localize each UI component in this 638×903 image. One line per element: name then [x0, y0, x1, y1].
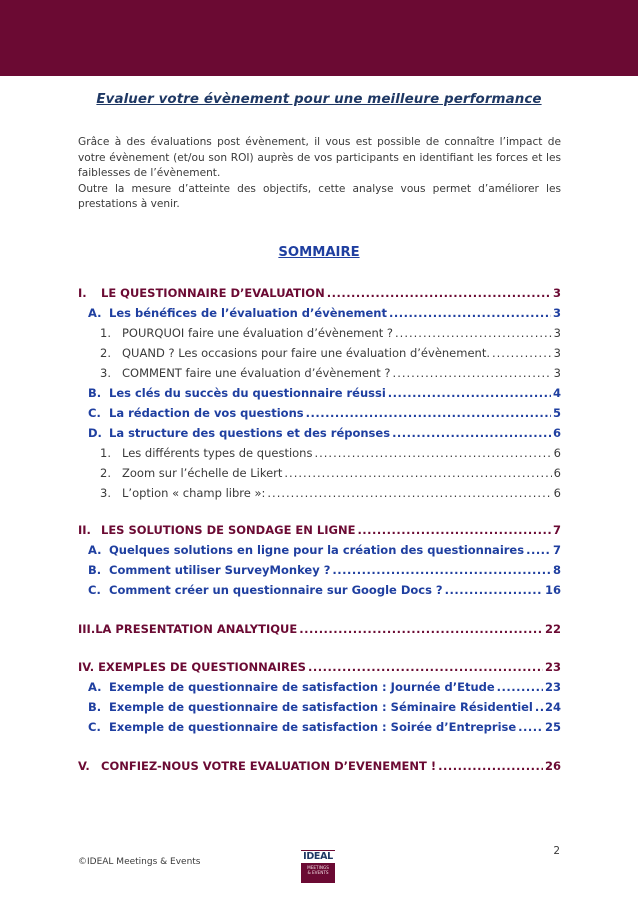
toc-entry-page: 6 — [552, 426, 561, 440]
toc-entry-label: LES SOLUTIONS DE SONDAGE EN LIGNE — [101, 523, 356, 537]
toc-entry[interactable] — [88, 700, 561, 714]
toc-leader-dots — [388, 386, 551, 400]
logo-subtitle-line-2: & EVENTS — [307, 870, 329, 875]
toc-entry[interactable] — [100, 486, 561, 500]
toc-entry-page: 3 — [553, 346, 561, 360]
toc-entry-page: 16 — [544, 583, 561, 597]
toc-entry-page: 22 — [544, 622, 561, 636]
toc-entry-number: 2. — [100, 346, 111, 360]
toc-entry-number: II. — [78, 523, 91, 537]
toc-leader-dots — [395, 326, 552, 340]
toc-entry-page: 3 — [552, 286, 561, 300]
toc-entry-number: V. — [78, 759, 90, 773]
toc-entry[interactable] — [78, 286, 561, 300]
toc-entry[interactable] — [100, 346, 561, 360]
toc-leader-dots — [327, 286, 551, 300]
toc-entry[interactable] — [78, 660, 561, 674]
toc-entry-label: Les bénéfices de l’évaluation d’évènement — [109, 306, 387, 320]
toc-entry-label: Comment créer un questionnaire sur Google Docs ? — [109, 583, 443, 597]
toc-entry-label: IV. EXEMPLES DE QUESTIONNAIRES — [78, 660, 306, 674]
toc-entry[interactable] — [100, 366, 561, 380]
toc-entry-number: C. — [88, 720, 101, 734]
toc-entry-number: A. — [88, 543, 102, 557]
page-number: 2 — [553, 845, 560, 857]
toc-entry[interactable] — [88, 720, 561, 734]
toc-leader-dots — [306, 406, 551, 420]
toc-heading: SOMMAIRE — [278, 245, 360, 260]
header-band — [0, 0, 638, 76]
toc-entry-label: COMMENT faire une évaluation d’évènement ? — [122, 366, 391, 380]
toc-entry-label: Les différents types de questions — [122, 446, 313, 460]
toc-entry-page: 5 — [552, 406, 561, 420]
toc-entry[interactable] — [88, 406, 561, 420]
toc-entry-number: B. — [88, 386, 102, 400]
toc-entry-label: Zoom sur l’échelle de Likert — [122, 466, 283, 480]
toc-entry-number: 1. — [100, 446, 111, 460]
toc-entry-label: LE QUESTIONNAIRE D’EVALUATION — [101, 286, 325, 300]
toc-entry-number: 2. — [100, 466, 111, 480]
toc-entry-label: La rédaction de vos questions — [109, 406, 304, 420]
toc-entry-label: La structure des questions et des réponses — [109, 426, 391, 440]
toc-entry-page: 3 — [553, 366, 561, 380]
toc-entry-page: 6 — [553, 446, 561, 460]
toc-entry-label: Exemple de questionnaire de satisfaction : Soirée d’Entreprise — [109, 720, 517, 734]
toc-leader-dots — [332, 563, 551, 577]
toc-entry-page: 7 — [552, 543, 561, 557]
toc-entry-label: POURQUOI faire une évaluation d’évènement ? — [122, 326, 394, 340]
toc-leader-dots — [535, 700, 543, 714]
toc-entry[interactable] — [100, 446, 561, 460]
toc-entry[interactable] — [78, 622, 561, 636]
toc-entry-page: 25 — [544, 720, 561, 734]
toc-leader-dots — [497, 680, 543, 694]
toc-entry-number: C. — [88, 406, 101, 420]
toc-entry-number: I. — [78, 286, 87, 300]
toc-entry-page: 26 — [544, 759, 561, 773]
toc-entry[interactable] — [100, 466, 561, 480]
toc-leader-dots — [267, 486, 551, 500]
toc-entry-page: 23 — [544, 660, 561, 674]
intro-paragraph-1: Grâce à des évaluations post évènement, il vous est possible de connaître l’impact de votre évènement (et/ou son ROI) auprès de vos participants en identifiant les forces et les faiblesses de l’évènement. — [78, 136, 561, 179]
toc-entry[interactable] — [88, 563, 561, 577]
toc-leader-dots — [299, 622, 543, 636]
toc-entry-label: Comment utiliser SurveyMonkey ? — [109, 563, 331, 577]
toc-entry-label: III.LA PRESENTATION ANALYTIQUE — [78, 622, 298, 636]
toc-entry-page: 8 — [552, 563, 561, 577]
toc-entry-number: B. — [88, 563, 102, 577]
intro-paragraph-2: Outre la mesure d’atteinte des objectifs, cette analyse vous permet d’améliorer les prestations à venir. — [78, 182, 561, 210]
toc-entry[interactable] — [78, 523, 561, 537]
toc-entry-number: 1. — [100, 326, 111, 340]
toc-entry[interactable] — [88, 583, 561, 597]
toc-entry-label: Les clés du succès du questionnaire réussi — [109, 386, 386, 400]
ideal-logo — [301, 850, 335, 884]
toc-entry-label: Exemple de questionnaire de satisfaction : Séminaire Résidentiel — [109, 700, 533, 714]
logo-subtitle-line-1: MEETINGS — [307, 865, 329, 870]
toc-entry-number: 3. — [100, 486, 111, 500]
toc-leader-dots — [392, 426, 551, 440]
toc-entry[interactable] — [88, 306, 561, 320]
toc-entry[interactable] — [88, 680, 561, 694]
copyright-text: ©IDEAL Meetings & Events — [78, 857, 201, 867]
toc-leader-dots — [445, 583, 543, 597]
toc-entry-label: L’option « champ libre »: — [122, 486, 266, 500]
toc-entry-page: 7 — [552, 523, 561, 537]
toc-leader-dots — [393, 366, 552, 380]
document-title: Evaluer votre évènement pour une meilleure performance — [96, 92, 542, 107]
toc-entry-page: 23 — [544, 680, 561, 694]
toc-entry-page: 3 — [553, 326, 561, 340]
toc-entry-number: D. — [88, 426, 102, 440]
toc-entry-label: Quelques solutions en ligne pour la création des questionnaires — [109, 543, 525, 557]
logo-subtitle — [301, 865, 335, 875]
toc-entry-page: 3 — [552, 306, 561, 320]
toc-leader-dots — [389, 306, 551, 320]
toc-entry[interactable] — [88, 543, 561, 557]
toc-entry-number: A. — [88, 680, 102, 694]
toc-leader-dots — [438, 759, 543, 773]
intro-text — [78, 135, 561, 213]
toc-entry-page: 6 — [553, 486, 561, 500]
toc-entry[interactable] — [100, 326, 561, 340]
toc-entry-label: Exemple de questionnaire de satisfaction : Journée d’Etude — [109, 680, 495, 694]
toc-leader-dots — [526, 543, 551, 557]
toc-entry-number: B. — [88, 700, 102, 714]
toc-entry-page: 24 — [544, 700, 561, 714]
toc-leader-dots — [308, 660, 543, 674]
toc-leader-dots — [284, 466, 551, 480]
toc-entry[interactable] — [78, 759, 561, 773]
toc-leader-dots — [357, 523, 551, 537]
toc-entry-number: 3. — [100, 366, 111, 380]
toc-entry-page: 6 — [553, 466, 561, 480]
toc-entry-number: C. — [88, 583, 101, 597]
toc-leader-dots — [314, 446, 551, 460]
toc-entry-number: A. — [88, 306, 102, 320]
toc-entry-page: 4 — [552, 386, 561, 400]
toc-leader-dots — [518, 720, 543, 734]
toc-leader-dots — [492, 346, 552, 360]
toc-entry[interactable] — [88, 426, 561, 440]
logo-text: IDEAL — [301, 851, 335, 863]
toc-entry[interactable] — [88, 386, 561, 400]
toc-entry-label: CONFIEZ-NOUS VOTRE EVALUATION D’EVENEMENT ! — [101, 759, 437, 773]
toc-entry-label: QUAND ? Les occasions pour faire une évaluation d’évènement. — [122, 346, 490, 360]
